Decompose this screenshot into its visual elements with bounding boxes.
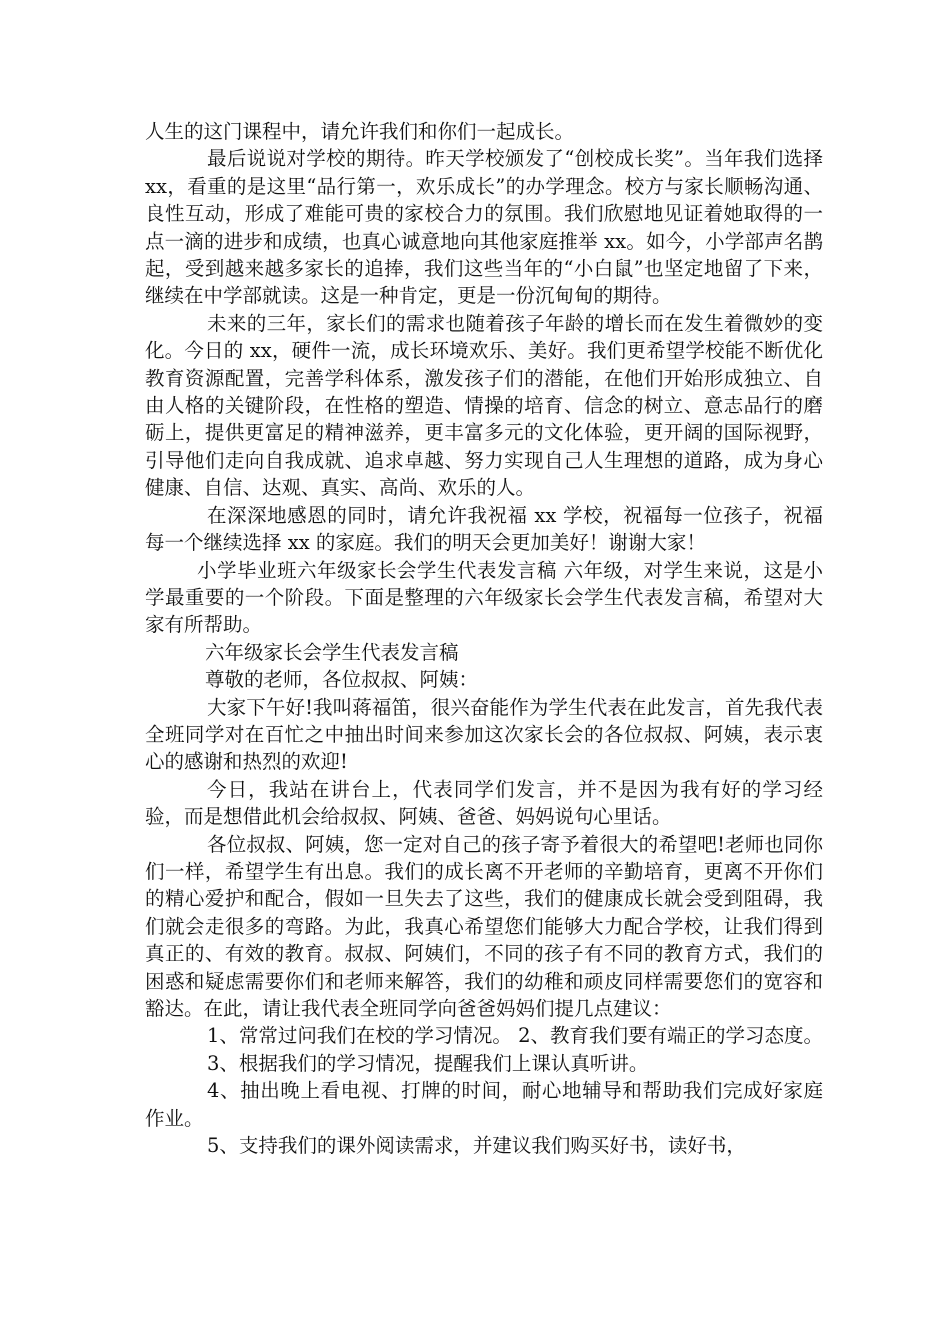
list-item-suggestion-3: 3、根据我们的学习情况，提醒我们上课认真听讲。 <box>207 1051 649 1075</box>
paragraph-request: 各位叔叔、阿姨，您一定对自己的孩子寄予着很大的希望吧!老师也同你们一样，希望学生有出息。我们的成长离不开老师的辛勤培育，更离不开你们的精心爱护和配合，假如一旦失去了这些，我们的健康成长就会受到阻碍，我们就会走很多的弯路。为此，我真心希望您们能够大力配合学校，让我们得到真正的、有效的教育。叔叔、阿姨们，不同的孩子有不同的教育方式，我们的困惑和疑虑需要你们和老师来解答，我们的幼稚和顽皮同样需要您们的宽容和豁达。在此，请让我代表全班同学向爸爸妈妈们提几点建议： <box>145 832 823 1020</box>
paragraph-closing-blessing: 在深深地感恩的同时，请允许我祝福 xx 学校，祝福每一位孩子，祝福每一个继续选择 xx 的家庭。我们的明天会更加美好！谢谢大家！ <box>145 503 823 555</box>
paragraph-greeting: 大家下午好!我叫蒋福笛，很兴奋能作为学生代表在此发言，首先我代表全班同学对在百忙之中抽出时间来参加这次家长会的各位叔叔、阿姨，表示衷心的感谢和热烈的欢迎! <box>145 695 823 774</box>
paragraph-future-three-years: 未来的三年，家长们的需求也随着孩子年龄的增长而在发生着微妙的变化。今日的 xx，硬件一流，成长环境欢乐、美好。我们更希望学校能不断优化教育资源配置，完善学科体系，激发孩子们的潜能，在他们开始形成独立、自由人格的关键阶段，在性格的塑造、情操的培育、信念的树立、意志品行的磨砺上，提供更富足的精神滋养，更丰富多元的文化体验，更开阔的国际视野，引导他们走向自我成就、追求卓越、努力实现自己人生理想的道路，成为身心健康、自信、达观、真实、高尚、欢乐的人。 <box>145 311 823 500</box>
paragraph-purpose: 今日，我站在讲台上，代表同学们发言，并不是因为我有好的学习经验，而是想借此机会给叔叔、阿姨、爸爸、妈妈说句心里话。 <box>145 777 823 829</box>
list-item-suggestion-4: 4、抽出晚上看电视、打牌的时间，耐心地辅导和帮助我们完成好家庭作业。 <box>145 1079 823 1130</box>
paragraph-continuation: 人生的这门课程中，请允许我们和你们一起成长。 <box>145 120 575 143</box>
speech-salutation: 尊敬的老师，各位叔叔、阿姨： <box>205 668 479 692</box>
paragraph-school-expectation: 最后说说对学校的期待。昨天学校颁发了“创校成长奖”。当年我们选择 xx，看重的是这里“品行第一，欢乐成长”的办学理念。校方与家长顺畅沟通、良性互动，形成了难能可贵的家校合力的氛围。我们欣慰地见证着她取得的一点一滴的进步和成绩，也真心诚意地向其他家庭推举 xx。如今，小学部声名鹊起，受到越来越多家长的追捧，我们这些当年的“小白鼠”也坚定地留了下来，继续在中学部就读。这是一种肯定，更是一份沉甸甸的期待。 <box>145 147 823 308</box>
list-item-suggestion-5: 5、支持我们的课外阅读需求，并建议我们购买好书，读好书， <box>207 1134 746 1158</box>
document-page <box>145 118 823 1159</box>
paragraph-article-intro: 小学毕业班六年级家长会学生代表发言稿 六年级，对学生来说，这是小学最重要的一个阶段。下面是整理的六年级家长会学生代表发言稿，希望对大家有所帮助。 <box>145 558 823 637</box>
speech-title: 六年级家长会学生代表发言稿 <box>205 640 459 664</box>
list-item-suggestion-1-2: 1、常常过问我们在校的学习情况。 2、教育我们要有端正的学习态度。 <box>207 1024 824 1048</box>
